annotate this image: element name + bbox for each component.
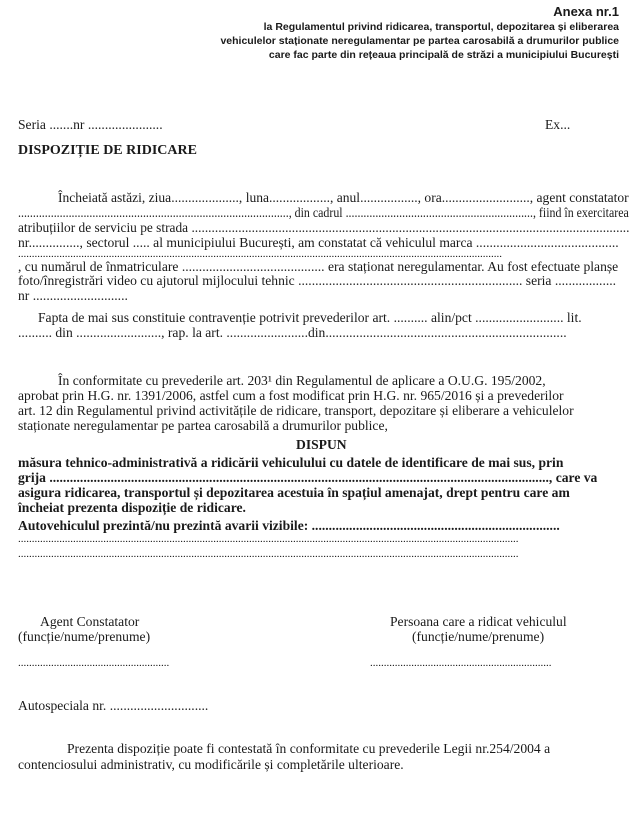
paragraph-1-line: foto/înregistrări video cu ajutorul mijlocului tehnic .................................................................. seria .................. xyxy=(18,273,617,288)
measure-line: încheiat prezenta dispoziție de ridicare. xyxy=(18,500,246,515)
copy-number-field: Ex... xyxy=(545,117,571,132)
paragraph-1-line: nr..............., sectorul ..... al municipiului București, am constatat că vehiculul marca .......................................... xyxy=(18,235,619,250)
paragraph-1-line: Încheiată astăzi, ziua...................., luna.................., anul................., ora.........................., agent constatator xyxy=(58,190,629,205)
paragraph-2-line: Fapta de mai sus constituie contravenție potrivit prevederilor art. .......... alin/pct .......................... lit. xyxy=(38,310,582,325)
measure-line: asigura ridicarea, transportul și depozitarea acestuia în spațiul amenajat, drept pentru care am xyxy=(18,485,570,500)
document-title: DISPOZIȚIE DE RIDICARE xyxy=(18,143,197,158)
annex-header-line-1: la Regulamentul privind ridicarea, transportul, depozitarea și eliberarea xyxy=(263,21,619,33)
paragraph-3-line: art. 12 din Regulamentul privind activitățile de ridicare, transport, depozitare și eliberare a vehiculelor xyxy=(18,403,574,418)
annex-title: Anexa nr.1 xyxy=(553,4,619,19)
measure-line: grija ..................................................................................................................................................., care va xyxy=(18,470,598,485)
annex-header-line-3: care fac parte din rețeaua principală de străzi a municipiului București xyxy=(268,49,619,61)
paragraph-1-line: ..........................................................................................., din cadrul ..............................................................., fiind în exercitarea xyxy=(18,205,629,220)
paragraph-3-line: aprobat prin H.G. nr. 1391/2006, astfel cum a fost modificat prin H.G. nr. 965/2016 și a prevederilor xyxy=(18,388,564,403)
damage-line-3: ...................................................................................................................................................................................... xyxy=(18,548,519,560)
paragraph-1-line: atribuțiilor de serviciu pe strada ................................................................................................................................... xyxy=(18,220,630,235)
remover-signature-line: .................................................................. xyxy=(370,657,552,669)
paragraph-1-line: nr ............................ xyxy=(18,288,128,303)
paragraph-3-line: staționate neregulamentar pe partea carosabilă a drumurilor publice, xyxy=(18,418,388,433)
paragraph-1-line: , cu numărul de înmatriculare .......................................... era staționat neregulamentar. Au fost efectuate planșe xyxy=(18,259,619,274)
footer-line-1: Prezenta dispoziție poate fi contestată în conformitate cu prevederile Legii nr.254/2004 a xyxy=(67,741,551,756)
paragraph-1-line: ................................................................................................................................................................................ xyxy=(18,248,502,260)
remover-signature-title: Persoana care a ridicat vehiculul xyxy=(390,614,567,629)
dispun-heading: DISPUN xyxy=(296,437,347,452)
vehicle-number-field: Autospeciala nr. ............................. xyxy=(18,698,209,713)
agent-signature-subtitle: (funcție/nume/prenume) xyxy=(18,629,151,644)
footer-line-2: contenciosului administrativ, cu modificările și completările ulterioare. xyxy=(18,757,404,772)
damage-line-2: ...................................................................................................................................................................................... xyxy=(18,533,519,545)
annex-header-line-2: vehiculelor staționate neregulamentar pe partea carosabilă a drumurilor publice xyxy=(220,35,619,47)
paragraph-2-line: .......... din ........................., rap. la art. ........................din....................................................................... xyxy=(18,325,567,340)
series-number-field: Seria .......nr ...................... xyxy=(18,117,163,132)
damage-label: Autovehiculul prezintă/nu prezintă avarii vizibile: ......................................................................... xyxy=(18,518,560,533)
measure-line: măsura tehnico-administrativă a ridicării vehiculului cu datele de identificare de mai sus, prin xyxy=(18,455,564,470)
agent-signature-title: Agent Constatator xyxy=(40,614,140,629)
remover-signature-subtitle: (funcție/nume/prenume) xyxy=(412,629,545,644)
agent-signature-line: ....................................................... xyxy=(18,657,170,669)
paragraph-3-line: În conformitate cu prevederile art. 203¹ din Regulamentul de aplicare a O.U.G. 195/2002, xyxy=(58,373,546,388)
